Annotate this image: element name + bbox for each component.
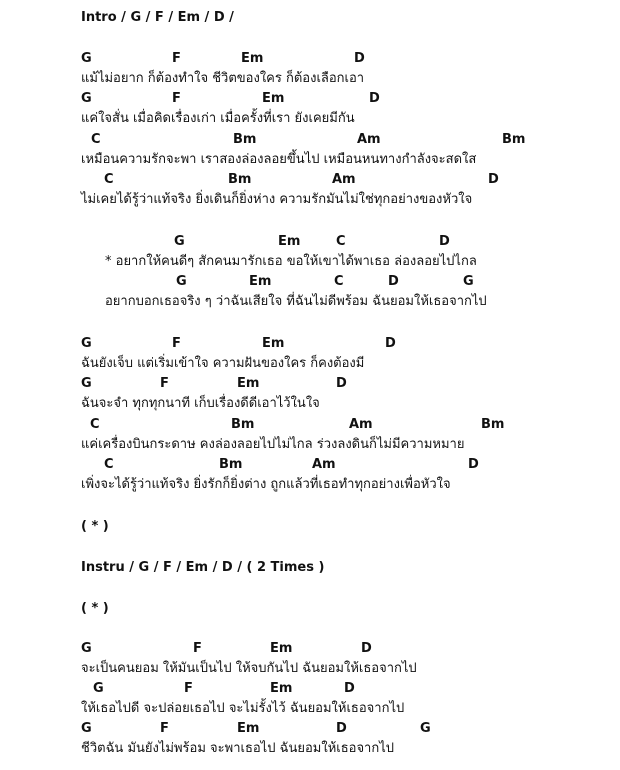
chord: Em bbox=[262, 336, 285, 351]
chord: D bbox=[369, 91, 380, 106]
chord: Am bbox=[349, 417, 373, 432]
chord: G bbox=[174, 234, 185, 249]
lyric-line: ฉันยังเจ็บ แต่เริ่มเข้าใจ ความฝันของใคร ก็คงต้องมี bbox=[81, 356, 365, 371]
intro-line: Intro / G / F / Em / D / bbox=[81, 10, 234, 25]
chord: F bbox=[172, 51, 181, 66]
lyric-line: * อยากให้คนดีๆ สักคนมารักเธอ ขอให้เขาได้พาเธอ ล่องลอยไปไกล bbox=[105, 254, 477, 269]
chord: Em bbox=[237, 376, 260, 391]
chord: D bbox=[344, 681, 355, 696]
lyric-line: แค่เครื่องบินกระดาษ คงล่องลอยไปไม่ไกล ร่วงลงดินก็ไม่มีความหมาย bbox=[81, 437, 465, 452]
chord: G bbox=[81, 91, 92, 106]
chord: G bbox=[81, 641, 92, 656]
chord: G bbox=[176, 274, 187, 289]
chord: Bm bbox=[481, 417, 505, 432]
chord: C bbox=[90, 417, 100, 432]
lyric-line: ให้เธอไปดี จะปล่อยเธอไป จะไม่รั้งไว้ ฉันยอมให้เธอจากไป bbox=[81, 701, 405, 716]
chord: Em bbox=[270, 641, 293, 656]
chord: Am bbox=[332, 172, 356, 187]
chord: F bbox=[160, 721, 169, 736]
chord: Am bbox=[312, 457, 336, 472]
chord: G bbox=[463, 274, 474, 289]
chord: Bm bbox=[502, 132, 526, 147]
chord: Em bbox=[262, 91, 285, 106]
repeat-chorus-marker: ( * ) bbox=[81, 601, 109, 616]
chord: C bbox=[104, 457, 114, 472]
chord: Bm bbox=[231, 417, 255, 432]
chord: C bbox=[334, 274, 344, 289]
chord: G bbox=[81, 51, 92, 66]
chord: G bbox=[81, 721, 92, 736]
chord: F bbox=[160, 376, 169, 391]
lyric-line: ชีวิตฉัน มันยังไม่พร้อม จะพาเธอไป ฉันยอมให้เธอจากไป bbox=[81, 741, 395, 756]
chord: C bbox=[104, 172, 114, 187]
chord: Am bbox=[357, 132, 381, 147]
lyric-line: ฉันจะจำ ทุกทุกนาที เก็บเรื่องดีดีเอาไว้ในใจ bbox=[81, 396, 320, 411]
chord: G bbox=[81, 336, 92, 351]
chord: D bbox=[336, 376, 347, 391]
chord: D bbox=[439, 234, 450, 249]
chord: D bbox=[336, 721, 347, 736]
chord: Bm bbox=[233, 132, 257, 147]
lyric-line: อยากบอกเธอจริง ๆ ว่าฉันเสียใจ ที่ฉันไม่ดีพร้อม ฉันยอมให้เธอจากไป bbox=[105, 294, 487, 309]
chord: Em bbox=[237, 721, 260, 736]
chord: D bbox=[488, 172, 499, 187]
chord: D bbox=[354, 51, 365, 66]
lyric-line: ไม่เคยได้รู้ว่าแท้จริง ยิ่งเดินก็ยิ่งห่าง ความรักมันไม่ใช่ทุกอย่างของหัวใจ bbox=[81, 192, 473, 207]
repeat-chorus-marker: ( * ) bbox=[81, 519, 109, 534]
chord: Em bbox=[270, 681, 293, 696]
chord: F bbox=[172, 336, 181, 351]
lyric-line: เพิ่งจะได้รู้ว่าแท้จริง ยิ่งรักก็ยิ่งต่าง ถูกแล้วที่เธอทำทุกอย่างเพื่อหัวใจ bbox=[81, 477, 451, 492]
chord: F bbox=[172, 91, 181, 106]
lyric-line: แม้ไม่อยาก ก็ต้องทำใจ ชีวิตของใคร ก็ต้องเลือกเอา bbox=[81, 71, 365, 86]
chord: Bm bbox=[219, 457, 243, 472]
chord: Em bbox=[249, 274, 272, 289]
lyric-line: เหมือนความรักจะพา เราสองล่องลอยขึ้นไป เหมือนหนทางกำลังจะสดใส bbox=[81, 152, 477, 167]
chord: D bbox=[388, 274, 399, 289]
chord: D bbox=[468, 457, 479, 472]
chord: Bm bbox=[228, 172, 252, 187]
chord: D bbox=[385, 336, 396, 351]
chord: G bbox=[93, 681, 104, 696]
chord: G bbox=[81, 376, 92, 391]
chord: G bbox=[420, 721, 431, 736]
instrumental-line: Instru / G / F / Em / D / ( 2 Times ) bbox=[81, 560, 325, 575]
chord: Em bbox=[278, 234, 301, 249]
lyric-line: แค่ใจสั่น เมื่อคิดเรื่องเก่า เมื่อครั้งที่เรา ยังเคยมีกัน bbox=[81, 111, 355, 126]
lyric-line: จะเป็นคนยอม ให้มันเป็นไป ให้จบกันไป ฉันยอมให้เธอจากไป bbox=[81, 661, 417, 676]
chord: F bbox=[184, 681, 193, 696]
chord: Em bbox=[241, 51, 264, 66]
chord: C bbox=[91, 132, 101, 147]
chord: F bbox=[193, 641, 202, 656]
chord: D bbox=[361, 641, 372, 656]
chord: C bbox=[336, 234, 346, 249]
